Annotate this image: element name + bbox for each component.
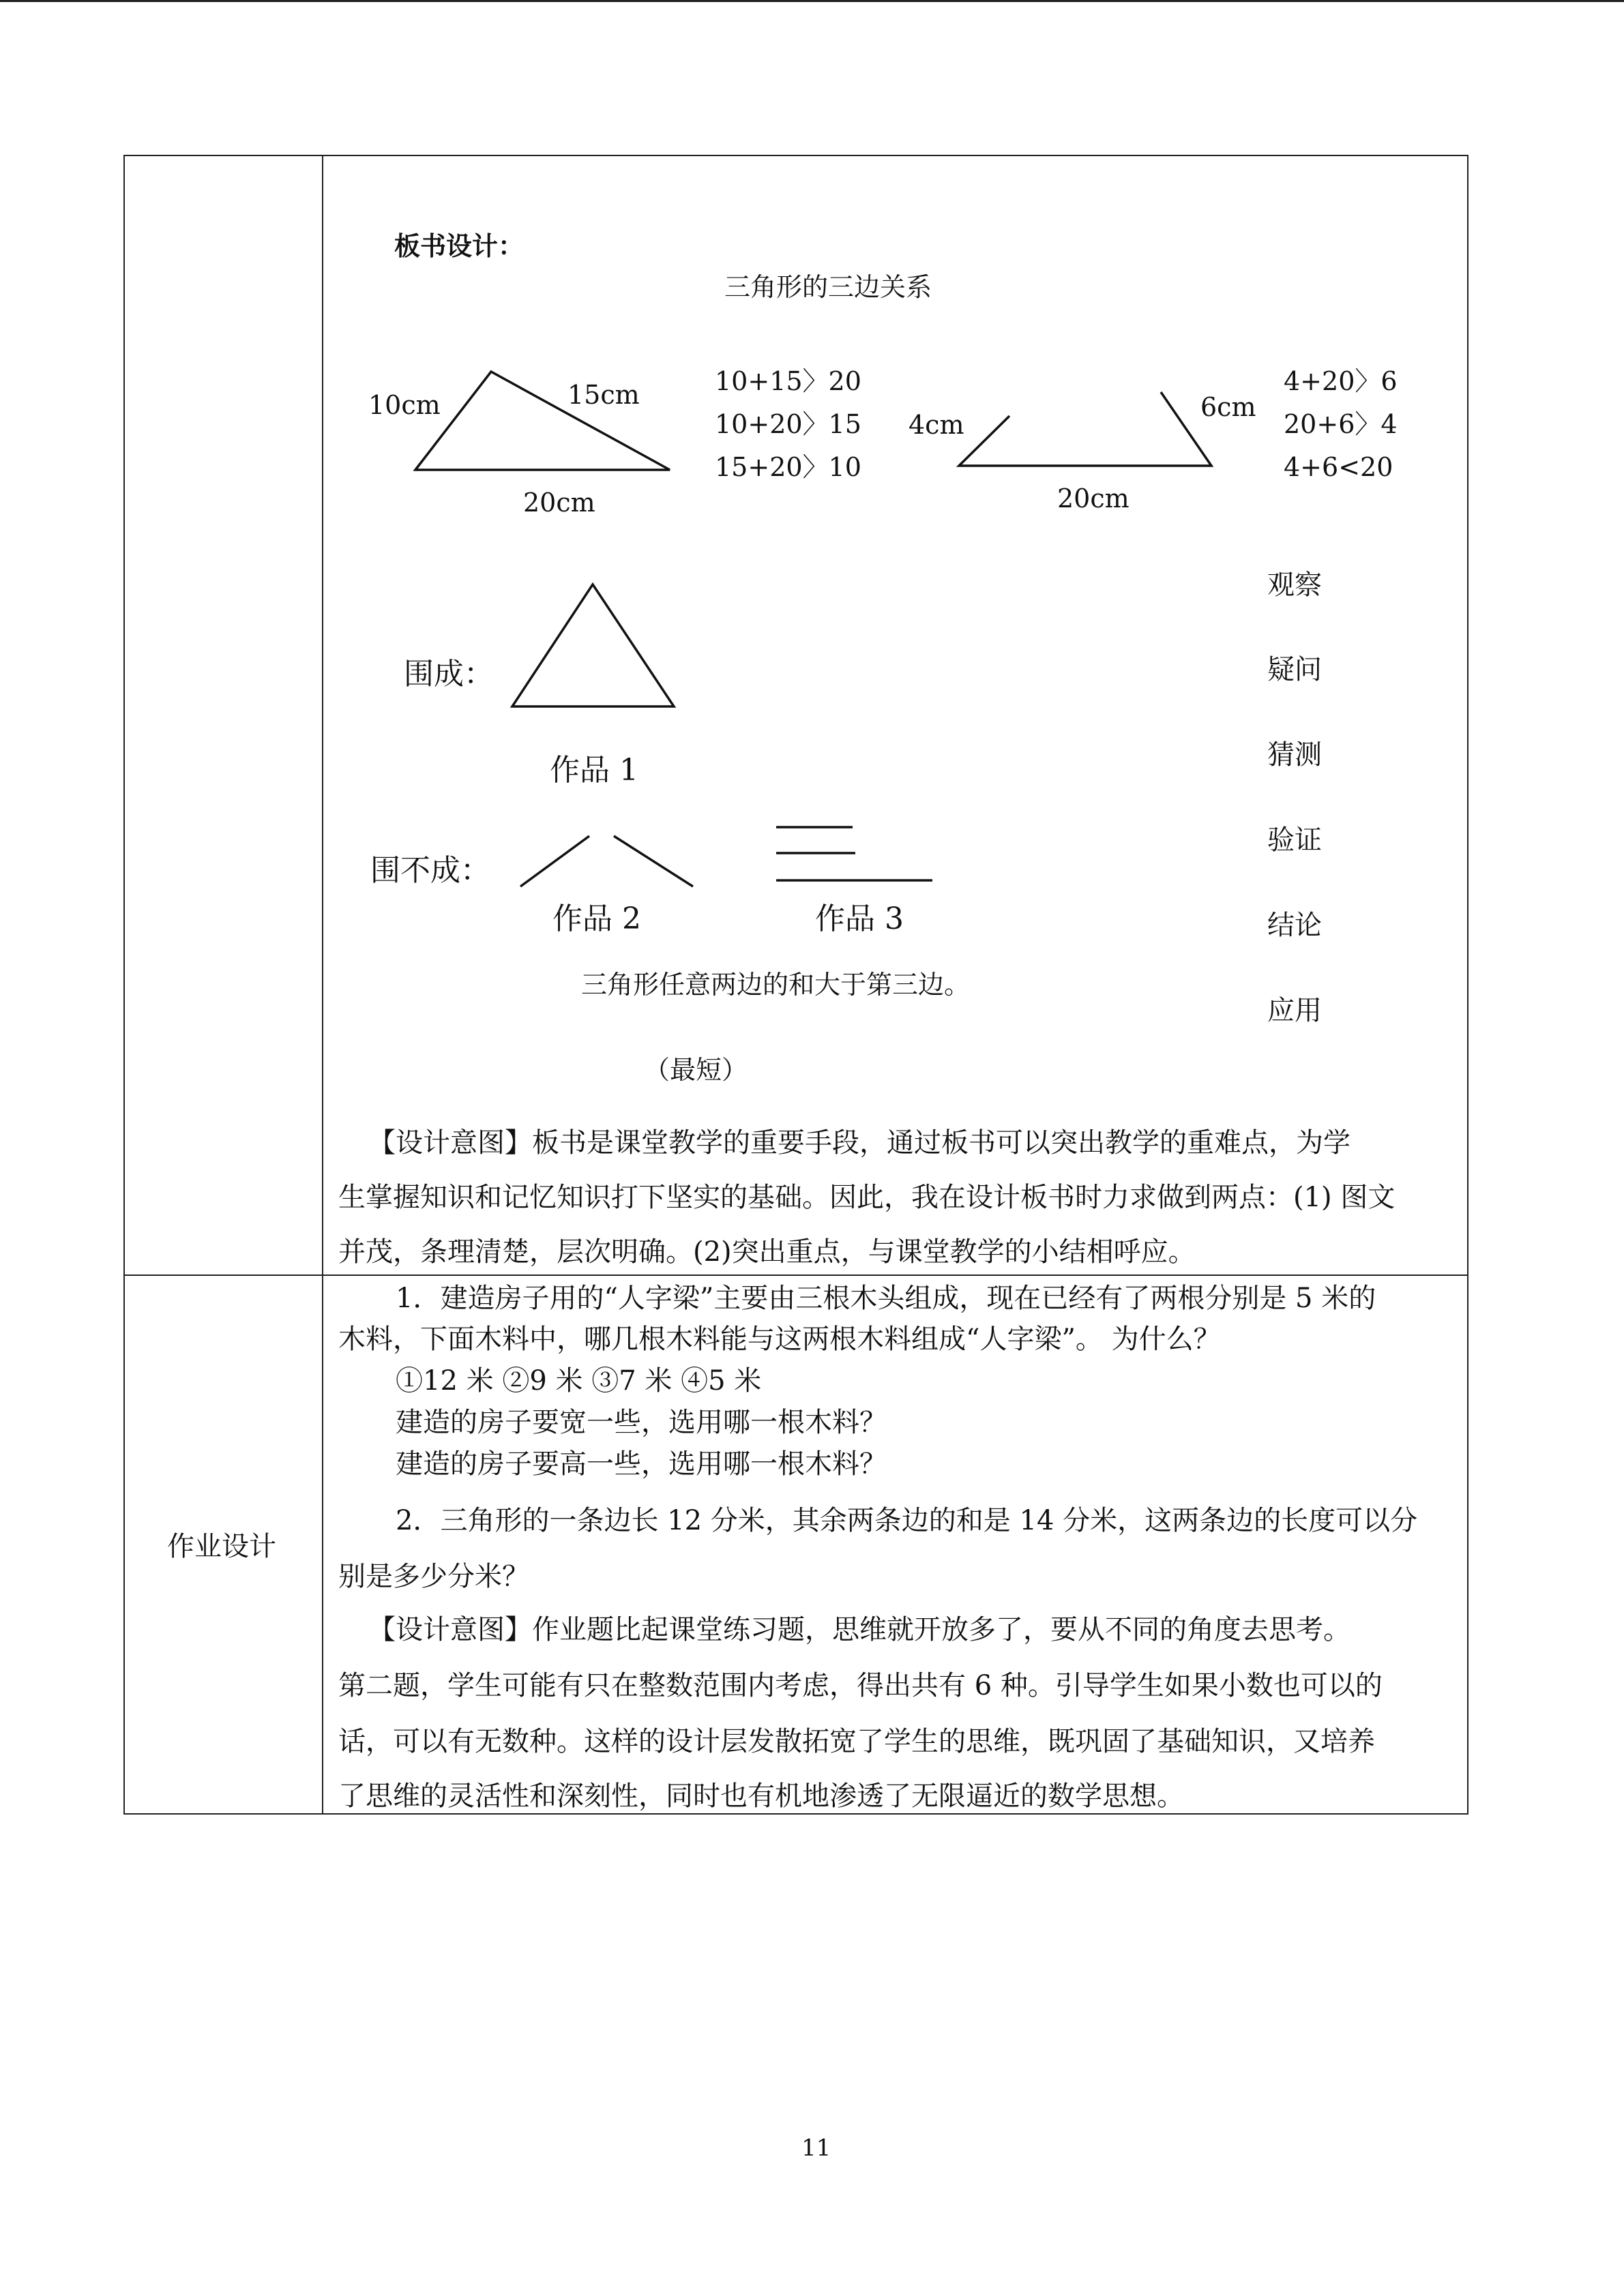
board-title: 三角形的三边关系 (724, 272, 932, 302)
board-heading: 板书设计： (394, 231, 525, 261)
homework-label: 作业设计 (167, 1531, 276, 1562)
not-formed-label: 围不成： (370, 853, 490, 888)
eq2-line: 4+6<20 (1284, 452, 1393, 482)
work1-label: 作品 1 (550, 753, 638, 788)
board-intent-line: 并茂，条理清楚，层次明确。(2)突出重点，与课堂教学的小结相呼应。 (338, 1236, 1196, 1268)
process-step: 验证 (1267, 824, 1322, 856)
tri1-left-label: 10cm (368, 390, 441, 420)
board-intent-line: 【设计意图】板书是课堂教学的重要手段，通过板书可以突出教学的重难点，为学 (368, 1127, 1350, 1159)
work3-label: 作品 3 (815, 901, 904, 936)
hw-q1-line: 1．建造房子用的“人字梁”主要由三根木头组成，现在已经有了两根分别是 5 米的 (396, 1283, 1376, 1314)
tri2-left-label: 4cm (909, 410, 964, 440)
eq1-line: 15+20〉10 (715, 452, 861, 482)
process-step: 观察 (1267, 569, 1322, 601)
eq1-line: 10+15〉20 (715, 366, 861, 396)
hw-q1-line: 木料，下面木料中，哪几根木料能与这两根木料组成“人字梁”。 为什么？ (338, 1324, 1221, 1355)
process-step: 疑问 (1267, 654, 1322, 685)
hw-intent-line: 话，可以有无数种。这样的设计层发散拓宽了学生的思维，既巩固了基础知识，又培养 (338, 1726, 1375, 1757)
process-step: 结论 (1267, 910, 1322, 941)
hw-intent-line: 第二题，学生可能有只在整数范围内考虑，得出共有 6 种。引导学生如果小数也可以的 (338, 1670, 1383, 1701)
tri1-base-label: 20cm (523, 488, 595, 518)
page-top-rule (0, 0, 1624, 2)
process-step: 应用 (1267, 995, 1322, 1026)
hw-q1-sub: 建造的房子要宽一些，选用哪一根木料？ (396, 1407, 887, 1438)
process-step: 猜测 (1267, 739, 1322, 771)
eq1-line: 10+20〉15 (715, 409, 861, 439)
board-conclusion: 三角形任意两边的和大于第三边。 (581, 970, 971, 1000)
hw-q1-options: ①12 米 ②9 米 ③7 米 ④5 米 (396, 1365, 762, 1397)
hw-q2-line: 2．三角形的一条边长 12 分米，其余两条边的和是 14 分米，这两条边的长度可以分 (396, 1505, 1418, 1536)
tri1-right-label: 15cm (567, 380, 640, 410)
page-number: 11 (801, 2134, 831, 2162)
tri2-right-label: 6cm (1200, 392, 1256, 422)
formed-label: 围成： (404, 657, 494, 691)
hw-q1-sub: 建造的房子要高一些，选用哪一根木料？ (396, 1448, 887, 1480)
table-row-divider (123, 1274, 1468, 1276)
tri2-base-label: 20cm (1057, 483, 1130, 513)
table-column-divider (322, 155, 323, 1815)
board-intent-line: 生掌握知识和记忆知识打下坚实的基础。因此，我在设计板书时力求做到两点：(1) 图文 (338, 1182, 1396, 1213)
hw-q2-line: 别是多少分米？ (338, 1561, 529, 1592)
eq2-line: 20+6〉4 (1284, 409, 1398, 439)
hw-intent-line: 【设计意图】作业题比起课堂练习题，思维就开放多了，要从不同的角度去思考。 (368, 1614, 1350, 1645)
work2-label: 作品 2 (552, 901, 641, 936)
eq2-line: 4+20〉6 (1284, 366, 1398, 396)
hw-intent-line: 了思维的灵活性和深刻性，同时也有机地渗透了无限逼近的数学思想。 (338, 1780, 1184, 1812)
shortest-note: （最短） (644, 1055, 748, 1085)
